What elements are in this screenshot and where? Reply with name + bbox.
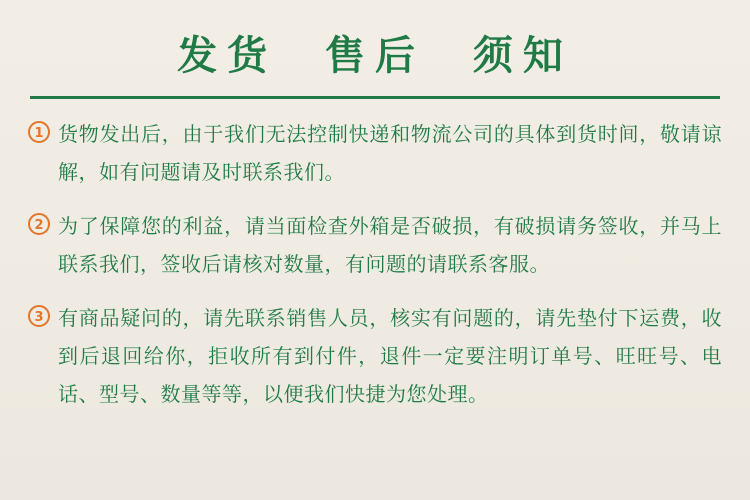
item-number-badge: 3 bbox=[28, 305, 50, 327]
item-text: 为了保障您的利益，请当面检查外箱是否破损，有破损请务签收，并马上联系我们，签收后请核对数量，有问题的请联系客服。 bbox=[58, 214, 722, 276]
notice-list bbox=[0, 99, 750, 413]
list-item bbox=[28, 115, 722, 191]
item-number-badge: 1 bbox=[28, 121, 50, 143]
item-text: 有商品疑问的，请先联系销售人员，核实有问题的，请先垫付下运费，收到后退回给你，拒收所有到付件，退件一定要注明订单号、旺旺号、电话、型号、数量等等，以便我们快捷为您处理。 bbox=[58, 306, 722, 406]
list-item bbox=[28, 299, 722, 413]
item-number-badge: 2 bbox=[28, 213, 50, 235]
item-text: 货物发出后，由于我们无法控制快递和物流公司的具体到货时间，敬请谅解，如有问题请及时联系我们。 bbox=[58, 122, 722, 184]
list-item bbox=[28, 207, 722, 283]
page-title: 发货 售后 须知 bbox=[177, 33, 573, 79]
